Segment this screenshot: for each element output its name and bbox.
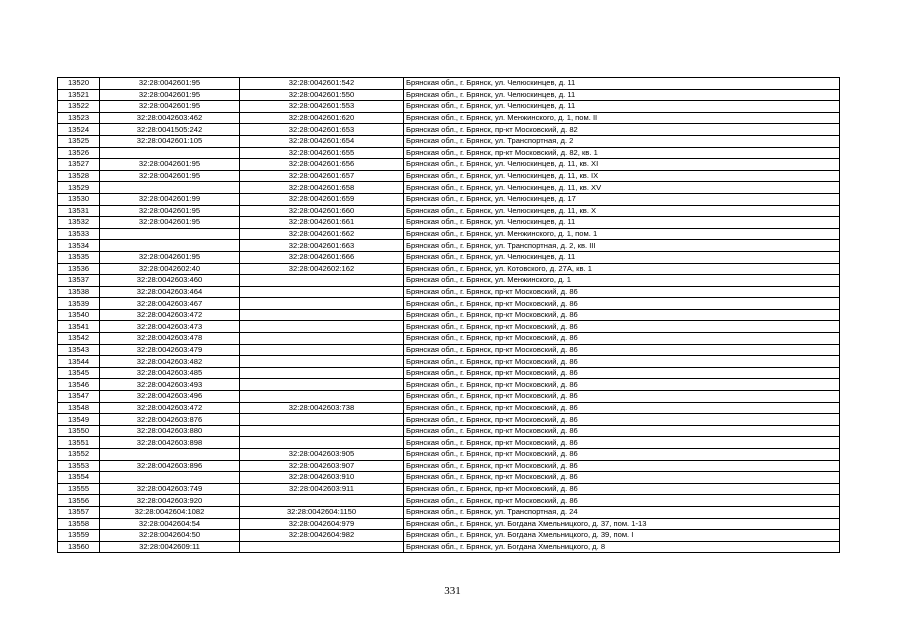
- row-number-cell: 13530: [58, 193, 100, 205]
- parcel-cadastral-number-cell: 32:28:0042604:54: [100, 518, 240, 530]
- address-cell: Брянская обл., г. Брянск, ул. Менжинского, д. 1, пом. 1: [404, 228, 840, 240]
- address-cell: Брянская обл., г. Брянск, пр-кт Московский, д. 86: [404, 379, 840, 391]
- table-row: [58, 124, 840, 136]
- object-cadastral-number-cell: 32:28:0042603:907: [240, 460, 404, 472]
- row-number-cell: 13538: [58, 286, 100, 298]
- table-row: [58, 333, 840, 345]
- row-number-cell: 13548: [58, 402, 100, 414]
- parcel-cadastral-number-cell: [100, 182, 240, 194]
- parcel-cadastral-number-cell: 32:28:0042601:95: [100, 159, 240, 171]
- table-row: [58, 414, 840, 426]
- object-cadastral-number-cell: 32:28:0042603:911: [240, 483, 404, 495]
- parcel-cadastral-number-cell: 32:28:0042603:472: [100, 309, 240, 321]
- row-number-cell: 13556: [58, 495, 100, 507]
- table-row: [58, 101, 840, 113]
- object-cadastral-number-cell: 32:28:0042601:654: [240, 135, 404, 147]
- object-cadastral-number-cell: 32:28:0042601:662: [240, 228, 404, 240]
- object-cadastral-number-cell: 32:28:0042601:542: [240, 78, 404, 90]
- table-row: [58, 193, 840, 205]
- row-number-cell: 13528: [58, 170, 100, 182]
- table-row: [58, 205, 840, 217]
- address-cell: Брянская обл., г. Брянск, ул. Челюскинцев, д. 11: [404, 217, 840, 229]
- row-number-cell: 13552: [58, 449, 100, 461]
- parcel-cadastral-number-cell: 32:28:0042603:478: [100, 333, 240, 345]
- address-cell: Брянская обл., г. Брянск, ул. Челюскинцев, д. 11, кв. XI: [404, 159, 840, 171]
- parcel-cadastral-number-cell: 32:28:0042603:467: [100, 298, 240, 310]
- parcel-cadastral-number-cell: 32:28:0042603:896: [100, 460, 240, 472]
- parcel-cadastral-number-cell: [100, 228, 240, 240]
- address-cell: Брянская обл., г. Брянск, ул. Богдана Хмельницкого, д. 39, пом. I: [404, 530, 840, 542]
- parcel-cadastral-number-cell: 32:28:0042603:472: [100, 402, 240, 414]
- row-number-cell: 13525: [58, 135, 100, 147]
- object-cadastral-number-cell: 32:28:0042601:655: [240, 147, 404, 159]
- table-row: [58, 449, 840, 461]
- row-number-cell: 13533: [58, 228, 100, 240]
- address-cell: Брянская обл., г. Брянск, пр-кт Московский, д. 82: [404, 124, 840, 136]
- address-cell: Брянская обл., г. Брянск, ул. Челюскинцев, д. 11, кв. X: [404, 205, 840, 217]
- parcel-cadastral-number-cell: 32:28:0042601:95: [100, 101, 240, 113]
- parcel-cadastral-number-cell: 32:28:0042601:95: [100, 78, 240, 90]
- parcel-cadastral-number-cell: 32:28:0042603:876: [100, 414, 240, 426]
- object-cadastral-number-cell: 32:28:0042603:910: [240, 472, 404, 484]
- address-cell: Брянская обл., г. Брянск, пр-кт Московский, д. 86: [404, 286, 840, 298]
- address-cell: Брянская обл., г. Брянск, пр-кт Московский, д. 86: [404, 425, 840, 437]
- address-cell: Брянская обл., г. Брянск, пр-кт Московский, д. 86: [404, 344, 840, 356]
- object-cadastral-number-cell: 32:28:0042601:658: [240, 182, 404, 194]
- parcel-cadastral-number-cell: 32:28:0042604:1082: [100, 506, 240, 518]
- row-number-cell: 13557: [58, 506, 100, 518]
- table-row: [58, 541, 840, 553]
- parcel-cadastral-number-cell: 32:28:0042609:11: [100, 541, 240, 553]
- address-cell: Брянская обл., г. Брянск, ул. Челюскинцев, д. 11: [404, 89, 840, 101]
- object-cadastral-number-cell: 32:28:0042601:659: [240, 193, 404, 205]
- row-number-cell: 13554: [58, 472, 100, 484]
- table-row: [58, 159, 840, 171]
- row-number-cell: 13522: [58, 101, 100, 113]
- object-cadastral-number-cell: 32:28:0042601:660: [240, 205, 404, 217]
- parcel-cadastral-number-cell: 32:28:0042601:99: [100, 193, 240, 205]
- row-number-cell: 13544: [58, 356, 100, 368]
- object-cadastral-number-cell: [240, 356, 404, 368]
- table-row: [58, 240, 840, 252]
- address-cell: Брянская обл., г. Брянск, пр-кт Московский, д. 86: [404, 449, 840, 461]
- address-cell: Брянская обл., г. Брянск, пр-кт Московский, д. 86: [404, 321, 840, 333]
- parcel-cadastral-number-cell: [100, 449, 240, 461]
- object-cadastral-number-cell: [240, 309, 404, 321]
- object-cadastral-number-cell: 32:28:0042601:661: [240, 217, 404, 229]
- parcel-cadastral-number-cell: 32:28:0042603:880: [100, 425, 240, 437]
- table-row: [58, 460, 840, 472]
- parcel-cadastral-number-cell: 32:28:0042603:462: [100, 112, 240, 124]
- address-cell: Брянская обл., г. Брянск, пр-кт Московский, д. 86: [404, 483, 840, 495]
- registry-table: [57, 77, 840, 553]
- object-cadastral-number-cell: [240, 391, 404, 403]
- object-cadastral-number-cell: [240, 425, 404, 437]
- object-cadastral-number-cell: [240, 495, 404, 507]
- row-number-cell: 13546: [58, 379, 100, 391]
- address-cell: Брянская обл., г. Брянск, ул. Менжинского, д. 1, пом. II: [404, 112, 840, 124]
- address-cell: Брянская обл., г. Брянск, пр-кт Московский, д. 86: [404, 402, 840, 414]
- row-number-cell: 13542: [58, 333, 100, 345]
- table-row: [58, 263, 840, 275]
- row-number-cell: 13541: [58, 321, 100, 333]
- address-cell: Брянская обл., г. Брянск, ул. Транспортная, д. 2, кв. III: [404, 240, 840, 252]
- parcel-cadastral-number-cell: 32:28:0042603:485: [100, 367, 240, 379]
- parcel-cadastral-number-cell: 32:28:0041505:242: [100, 124, 240, 136]
- parcel-cadastral-number-cell: [100, 147, 240, 159]
- parcel-cadastral-number-cell: 32:28:0042603:898: [100, 437, 240, 449]
- table-row: [58, 379, 840, 391]
- table-row: [58, 425, 840, 437]
- row-number-cell: 13523: [58, 112, 100, 124]
- table-row: [58, 135, 840, 147]
- object-cadastral-number-cell: 32:28:0042601:553: [240, 101, 404, 113]
- address-cell: Брянская обл., г. Брянск, ул. Богдана Хмельницкого, д. 37, пом. 1-13: [404, 518, 840, 530]
- table-row: [58, 402, 840, 414]
- row-number-cell: 13540: [58, 309, 100, 321]
- parcel-cadastral-number-cell: 32:28:0042603:496: [100, 391, 240, 403]
- parcel-cadastral-number-cell: 32:28:0042601:95: [100, 89, 240, 101]
- row-number-cell: 13545: [58, 367, 100, 379]
- row-number-cell: 13558: [58, 518, 100, 530]
- parcel-cadastral-number-cell: 32:28:0042604:50: [100, 530, 240, 542]
- table-row: [58, 495, 840, 507]
- row-number-cell: 13531: [58, 205, 100, 217]
- parcel-cadastral-number-cell: 32:28:0042602:40: [100, 263, 240, 275]
- object-cadastral-number-cell: 32:28:0042604:982: [240, 530, 404, 542]
- row-number-cell: 13537: [58, 275, 100, 287]
- address-cell: Брянская обл., г. Брянск, пр-кт Московский, д. 86: [404, 437, 840, 449]
- row-number-cell: 13532: [58, 217, 100, 229]
- table-row: [58, 217, 840, 229]
- parcel-cadastral-number-cell: 32:28:0042603:482: [100, 356, 240, 368]
- object-cadastral-number-cell: [240, 437, 404, 449]
- table-row: [58, 483, 840, 495]
- table-row: [58, 78, 840, 90]
- object-cadastral-number-cell: 32:28:0042601:653: [240, 124, 404, 136]
- address-cell: Брянская обл., г. Брянск, пр-кт Московский, д. 86: [404, 391, 840, 403]
- object-cadastral-number-cell: 32:28:0042604:979: [240, 518, 404, 530]
- table-row: [58, 89, 840, 101]
- address-cell: Брянская обл., г. Брянск, ул. Менжинского, д. 1: [404, 275, 840, 287]
- row-number-cell: 13549: [58, 414, 100, 426]
- row-number-cell: 13526: [58, 147, 100, 159]
- row-number-cell: 13534: [58, 240, 100, 252]
- table-row: [58, 321, 840, 333]
- table-row: [58, 286, 840, 298]
- address-cell: Брянская обл., г. Брянск, ул. Челюскинцев, д. 17: [404, 193, 840, 205]
- table-row: [58, 506, 840, 518]
- row-number-cell: 13529: [58, 182, 100, 194]
- address-cell: Брянская обл., г. Брянск, пр-кт Московский, д. 86: [404, 495, 840, 507]
- table-row: [58, 309, 840, 321]
- table-row: [58, 472, 840, 484]
- address-cell: Брянская обл., г. Брянск, пр-кт Московский, д. 86: [404, 367, 840, 379]
- table-row: [58, 182, 840, 194]
- address-cell: Брянская обл., г. Брянск, пр-кт Московский, д. 86: [404, 333, 840, 345]
- object-cadastral-number-cell: [240, 414, 404, 426]
- object-cadastral-number-cell: [240, 367, 404, 379]
- address-cell: Брянская обл., г. Брянск, ул. Богдана Хмельницкого, д. 8: [404, 541, 840, 553]
- object-cadastral-number-cell: [240, 298, 404, 310]
- table-row: [58, 147, 840, 159]
- parcel-cadastral-number-cell: [100, 240, 240, 252]
- table-row: [58, 275, 840, 287]
- table-row: [58, 437, 840, 449]
- object-cadastral-number-cell: [240, 333, 404, 345]
- page-number: 331: [444, 585, 461, 597]
- registry-table-body: [58, 78, 840, 553]
- parcel-cadastral-number-cell: 32:28:0042603:464: [100, 286, 240, 298]
- object-cadastral-number-cell: 32:28:0042601:663: [240, 240, 404, 252]
- address-cell: Брянская обл., г. Брянск, ул. Челюскинцев, д. 11, кв. IX: [404, 170, 840, 182]
- row-number-cell: 13527: [58, 159, 100, 171]
- parcel-cadastral-number-cell: 32:28:0042601:95: [100, 217, 240, 229]
- object-cadastral-number-cell: 32:28:0042601:666: [240, 251, 404, 263]
- address-cell: Брянская обл., г. Брянск, пр-кт Московский, д. 86: [404, 309, 840, 321]
- object-cadastral-number-cell: [240, 541, 404, 553]
- address-cell: Брянская обл., г. Брянск, пр-кт Московский, д. 86: [404, 414, 840, 426]
- table-row: [58, 112, 840, 124]
- address-cell: Брянская обл., г. Брянск, пр-кт Московский, д. 86: [404, 472, 840, 484]
- parcel-cadastral-number-cell: 32:28:0042601:105: [100, 135, 240, 147]
- address-cell: Брянская обл., г. Брянск, ул. Транспортная, д. 2: [404, 135, 840, 147]
- parcel-cadastral-number-cell: 32:28:0042601:95: [100, 251, 240, 263]
- row-number-cell: 13543: [58, 344, 100, 356]
- object-cadastral-number-cell: [240, 344, 404, 356]
- row-number-cell: 13551: [58, 437, 100, 449]
- row-number-cell: 13536: [58, 263, 100, 275]
- row-number-cell: 13524: [58, 124, 100, 136]
- address-cell: Брянская обл., г. Брянск, пр-кт Московский, д. 86: [404, 356, 840, 368]
- parcel-cadastral-number-cell: 32:28:0042601:95: [100, 205, 240, 217]
- row-number-cell: 13535: [58, 251, 100, 263]
- object-cadastral-number-cell: 32:28:0042603:738: [240, 402, 404, 414]
- row-number-cell: 13521: [58, 89, 100, 101]
- address-cell: Брянская обл., г. Брянск, пр-кт Московский, д. 86: [404, 460, 840, 472]
- object-cadastral-number-cell: 32:28:0042604:1150: [240, 506, 404, 518]
- object-cadastral-number-cell: [240, 321, 404, 333]
- table-row: [58, 367, 840, 379]
- row-number-cell: 13539: [58, 298, 100, 310]
- address-cell: Брянская обл., г. Брянск, ул. Челюскинцев, д. 11: [404, 78, 840, 90]
- row-number-cell: 13550: [58, 425, 100, 437]
- object-cadastral-number-cell: [240, 286, 404, 298]
- object-cadastral-number-cell: [240, 275, 404, 287]
- address-cell: Брянская обл., г. Брянск, ул. Челюскинцев, д. 11: [404, 251, 840, 263]
- table-row: [58, 170, 840, 182]
- address-cell: Брянская обл., г. Брянск, пр-кт Московский, д. 86: [404, 298, 840, 310]
- parcel-cadastral-number-cell: [100, 472, 240, 484]
- parcel-cadastral-number-cell: 32:28:0042603:493: [100, 379, 240, 391]
- table-row: [58, 251, 840, 263]
- row-number-cell: 13547: [58, 391, 100, 403]
- parcel-cadastral-number-cell: 32:28:0042603:479: [100, 344, 240, 356]
- table-row: [58, 344, 840, 356]
- parcel-cadastral-number-cell: 32:28:0042603:473: [100, 321, 240, 333]
- object-cadastral-number-cell: 32:28:0042601:657: [240, 170, 404, 182]
- object-cadastral-number-cell: [240, 379, 404, 391]
- table-row: [58, 356, 840, 368]
- row-number-cell: 13555: [58, 483, 100, 495]
- parcel-cadastral-number-cell: 32:28:0042603:920: [100, 495, 240, 507]
- address-cell: Брянская обл., г. Брянск, ул. Челюскинцев, д. 11, кв. XV: [404, 182, 840, 194]
- row-number-cell: 13553: [58, 460, 100, 472]
- table-row: [58, 298, 840, 310]
- address-cell: Брянская обл., г. Брянск, ул. Челюскинцев, д. 11: [404, 101, 840, 113]
- object-cadastral-number-cell: 32:28:0042601:656: [240, 159, 404, 171]
- object-cadastral-number-cell: 32:28:0042601:620: [240, 112, 404, 124]
- address-cell: Брянская обл., г. Брянск, ул. Котовского, д. 27А, кв. 1: [404, 263, 840, 275]
- row-number-cell: 13560: [58, 541, 100, 553]
- table-row: [58, 518, 840, 530]
- parcel-cadastral-number-cell: 32:28:0042603:749: [100, 483, 240, 495]
- row-number-cell: 13520: [58, 78, 100, 90]
- object-cadastral-number-cell: 32:28:0042603:905: [240, 449, 404, 461]
- address-cell: Брянская обл., г. Брянск, ул. Транспортная, д. 24: [404, 506, 840, 518]
- object-cadastral-number-cell: 32:28:0042601:550: [240, 89, 404, 101]
- parcel-cadastral-number-cell: 32:28:0042603:460: [100, 275, 240, 287]
- address-cell: Брянская обл., г. Брянск, пр-кт Московский, д. 82, кв. 1: [404, 147, 840, 159]
- object-cadastral-number-cell: 32:28:0042602:162: [240, 263, 404, 275]
- row-number-cell: 13559: [58, 530, 100, 542]
- table-row: [58, 228, 840, 240]
- parcel-cadastral-number-cell: 32:28:0042601:95: [100, 170, 240, 182]
- table-row: [58, 530, 840, 542]
- table-row: [58, 391, 840, 403]
